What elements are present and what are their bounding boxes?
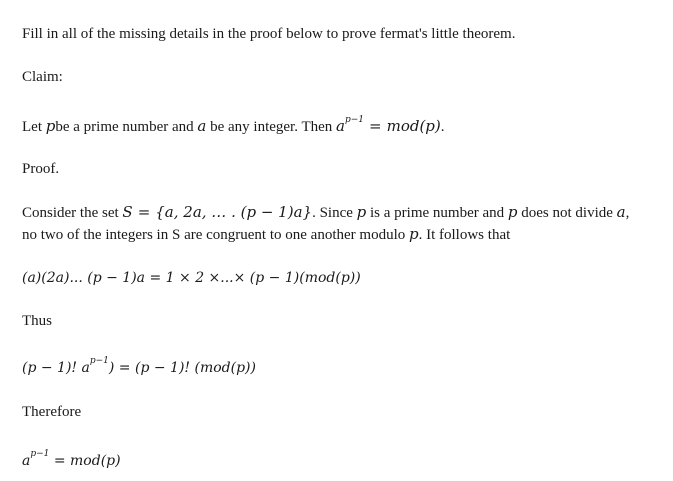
claim-heading-text: Claim: (22, 69, 63, 85)
therefore-label (22, 403, 81, 421)
claim-var-p: p (45, 117, 56, 135)
claim-var-a: a (197, 117, 207, 135)
claim-text-3: be any integer. Then (206, 119, 337, 135)
equation-3-base: a (22, 453, 31, 469)
claim-text-1: Let (22, 119, 46, 135)
equation-3-rest: = mod(p) (49, 453, 121, 469)
set-equals: = (137, 203, 151, 221)
consider-var-a: a (616, 203, 626, 221)
consider-var-p: p (356, 203, 367, 221)
consider-comma: , (625, 205, 630, 221)
claim-equals: = (369, 117, 382, 135)
claim-statement (22, 117, 445, 136)
equation-2-exponent: p−1 (89, 356, 109, 366)
equation-1 (22, 269, 361, 287)
set-definition: {a, 2a, … . (p − 1)a} (155, 203, 313, 221)
claim-exponent: p−1 (344, 115, 365, 125)
thus-label (22, 312, 52, 330)
claim-base-a: a (336, 117, 345, 135)
consider-var-p2: p (507, 203, 518, 221)
equation-1-text: (a)(2a)... (p − 1)a = 1 × 2 ×...× (p − 1)(mod(p)) (22, 270, 361, 286)
consider-text-1: Consider the set (22, 205, 123, 221)
claim-period: . (440, 119, 445, 135)
intro-text (22, 25, 515, 43)
set-name-S: S (122, 203, 133, 221)
claim-text-2: be a prime number and (55, 119, 198, 135)
equation-3-exponent: p−1 (30, 449, 50, 459)
claim-rhs: mod(p) (386, 117, 441, 135)
consider-text-2: . Since (312, 205, 357, 221)
consider2-text-1: no two of the integers in S are congruent to one another modulo (22, 227, 409, 243)
consider2-var-p: p (409, 225, 419, 243)
equation-2-lhs: (p − 1)! a (22, 360, 90, 376)
therefore-text: Therefore (22, 404, 82, 420)
thus-text: Thus (22, 313, 52, 329)
equation-2-rest: ) = (p − 1)! (mod(p)) (108, 360, 256, 376)
consider-line-1 (22, 203, 629, 222)
intro-sentence: Fill in all of the missing details in the proof below to prove fermat's little theorem. (22, 26, 516, 42)
consider-text-3: is a prime number and (366, 205, 508, 221)
equation-3 (22, 449, 121, 470)
consider-line-2 (22, 225, 510, 244)
proof-heading-text: Proof. (22, 161, 60, 177)
equation-2 (22, 356, 256, 377)
claim-heading (22, 68, 63, 86)
consider2-text-2: . It follows that (418, 227, 511, 243)
consider-text-4: does not divide (517, 205, 617, 221)
proof-heading (22, 160, 59, 178)
